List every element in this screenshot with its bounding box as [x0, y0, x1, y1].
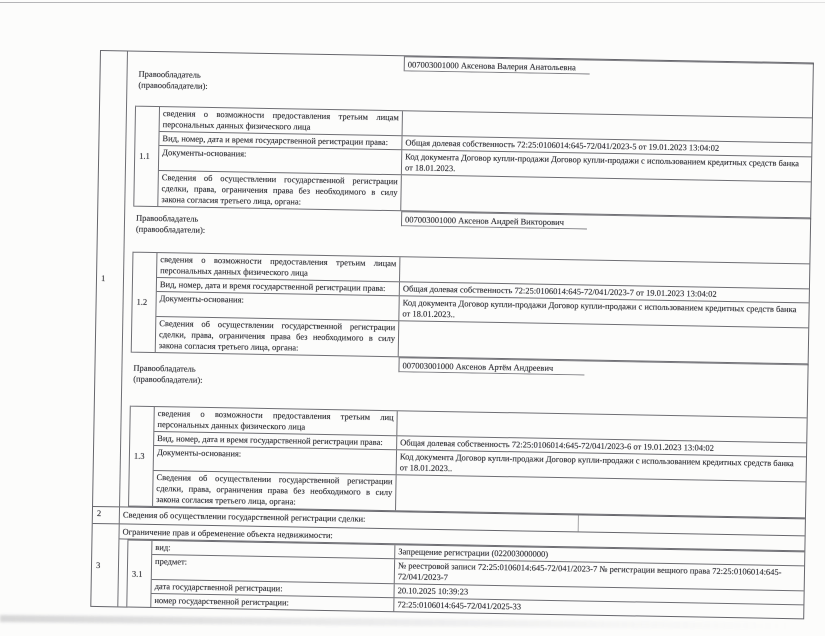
restriction-date-value: 20.10.2025 10:39:23	[397, 585, 469, 597]
row-deal-label: Сведения об осуществлении государственной регистрации сделки, права, ограничения права без необходимого в силу закона согласия третьего лица, органа:	[158, 171, 402, 210]
holder-name: 007003001000 Аксенов Андрей Викторович	[405, 214, 565, 228]
restriction-index: 3.1	[127, 541, 152, 607]
row-registration-value: Общая долевая собственность 72:25:0106014:645-72/041/2023-5 от 19.01.2023 13:04:02	[405, 137, 720, 153]
restriction-number-value: 72:25:0106014:645-72/041/2025-33	[397, 599, 522, 612]
section-2-label: Сведения об осуществлении государственной регистрации сделки:	[122, 509, 366, 524]
row-registration-value: Общая долевая собственность 72:25:0106014:645-72/041/2023-6 от 19.01.2023 13:04:02	[400, 437, 715, 453]
owner-block-1-3	[120, 352, 808, 518]
holder-name: 007003001000 Аксенов Артём Андреевич	[402, 360, 554, 373]
owner-subtable	[131, 252, 810, 365]
row-deal-value	[396, 475, 806, 517]
owner-index: 1.2	[132, 253, 158, 352]
restriction-number-label: номер государственной регистрации:	[151, 594, 394, 611]
registry-table	[90, 50, 814, 619]
section-3	[91, 524, 804, 618]
owner-rows	[156, 253, 810, 363]
restriction-rows	[151, 541, 804, 618]
row-documents-label: Документы-основания:	[154, 446, 397, 474]
scan-bottom-shadow	[0, 615, 790, 630]
row-deal-value	[401, 175, 811, 217]
section-3-number: 3	[91, 524, 119, 606]
restriction-subtable	[126, 540, 804, 619]
row-personal-label: сведения о возможности предоставления третьим лиц персональных данных физического лица	[154, 407, 397, 435]
row-documents-value: Код документа Договор купли-продажи Договор купли-продажи с использованием кредитных средств банка от 18.01.2023..	[399, 451, 794, 474]
row-deal-value	[399, 321, 809, 363]
owner-subtable	[133, 106, 812, 219]
scan-top-edge-line	[0, 2, 825, 3]
row-documents-value: Код документа Договор купли-продажи Договор купли-продажи с использованием кредитных средств банка от 18.01.2023.	[404, 151, 800, 174]
holder-label-line1: Правообладатель	[138, 68, 201, 80]
holder-label-line2: (правообладатели):	[135, 223, 206, 235]
holder-label-line2: (правообладатели):	[133, 373, 203, 385]
restriction-kind-value: Запрещение регистрации (022003000000)	[398, 546, 549, 559]
owner-block-1-2	[123, 206, 810, 364]
row-documents-label: Документы-основания:	[156, 292, 399, 320]
restriction-date-label: дата государственной регистрации:	[152, 580, 395, 597]
restriction-subject-label: предмет:	[152, 555, 395, 583]
section-3-header: Ограничение прав и обременение объекта недвижимости:	[119, 524, 804, 551]
section-1	[93, 51, 813, 519]
holder-label-line2: (правообладатели):	[138, 79, 208, 91]
row-registration-label: Вид, номер, дата и время государственной регистрации права:	[159, 132, 402, 149]
owner-block-1-1	[125, 51, 813, 218]
row-documents-value: Код документа Договор купли-продажи Договор купли-продажи с использованием кредитных средств банка от 18.01.2023..	[402, 297, 797, 320]
section-1-body	[120, 51, 813, 518]
holder-label-line1: Правообладатель	[135, 212, 199, 224]
row-documents-label: Документы-основания:	[159, 146, 402, 174]
row-personal-label: сведения о возможности предоставления третьим лицам персональных данных физического лица	[157, 253, 400, 281]
owner-index: 1.1	[134, 107, 160, 206]
row-registration-value: Общая долевая собственность 72:25:0106014:645-72/041/2023-7 от 19.01.2023 13:04:02	[402, 283, 717, 299]
section-2-number: 2	[93, 507, 120, 523]
row-registration-label: Вид, номер, дата и время государственной регистрации права:	[154, 432, 397, 449]
row-personal-label: сведения о возможности предоставления третьим лицам персональных данных физического лица	[160, 107, 403, 135]
section-1-number: 1	[93, 51, 128, 506]
owner-rows	[158, 107, 812, 217]
restriction-kind-label: вид:	[152, 541, 395, 558]
holder-label-line1: Правообладатель	[133, 362, 196, 374]
section-3-body	[118, 524, 804, 618]
row-deal-label: Сведения об осуществлении государственной регистрации сделки, права, ограничения права без необходимого в силу закона согласия третьего лица, органа:	[156, 317, 400, 356]
owner-index: 1.3	[129, 407, 155, 506]
holder-name: 007003001000 Аксенова Валерия Анатольевна	[407, 59, 576, 73]
owner-subtable	[128, 406, 807, 519]
row-registration-label: Вид, номер, дата и время государственной регистрации права:	[157, 278, 400, 295]
restriction-subject-value: № реестровой записи 72:25:0106014:645-72/041/2023-7 № регистрации вещного права 72:25:0106014:645-72/041/2023-7	[397, 560, 782, 583]
owner-rows	[153, 407, 807, 517]
row-deal-label: Сведения об осуществлении государственной регистрации сделки, права, ограничения права без необходимого в силу закона согласия третьего лица, органа:	[153, 471, 397, 510]
